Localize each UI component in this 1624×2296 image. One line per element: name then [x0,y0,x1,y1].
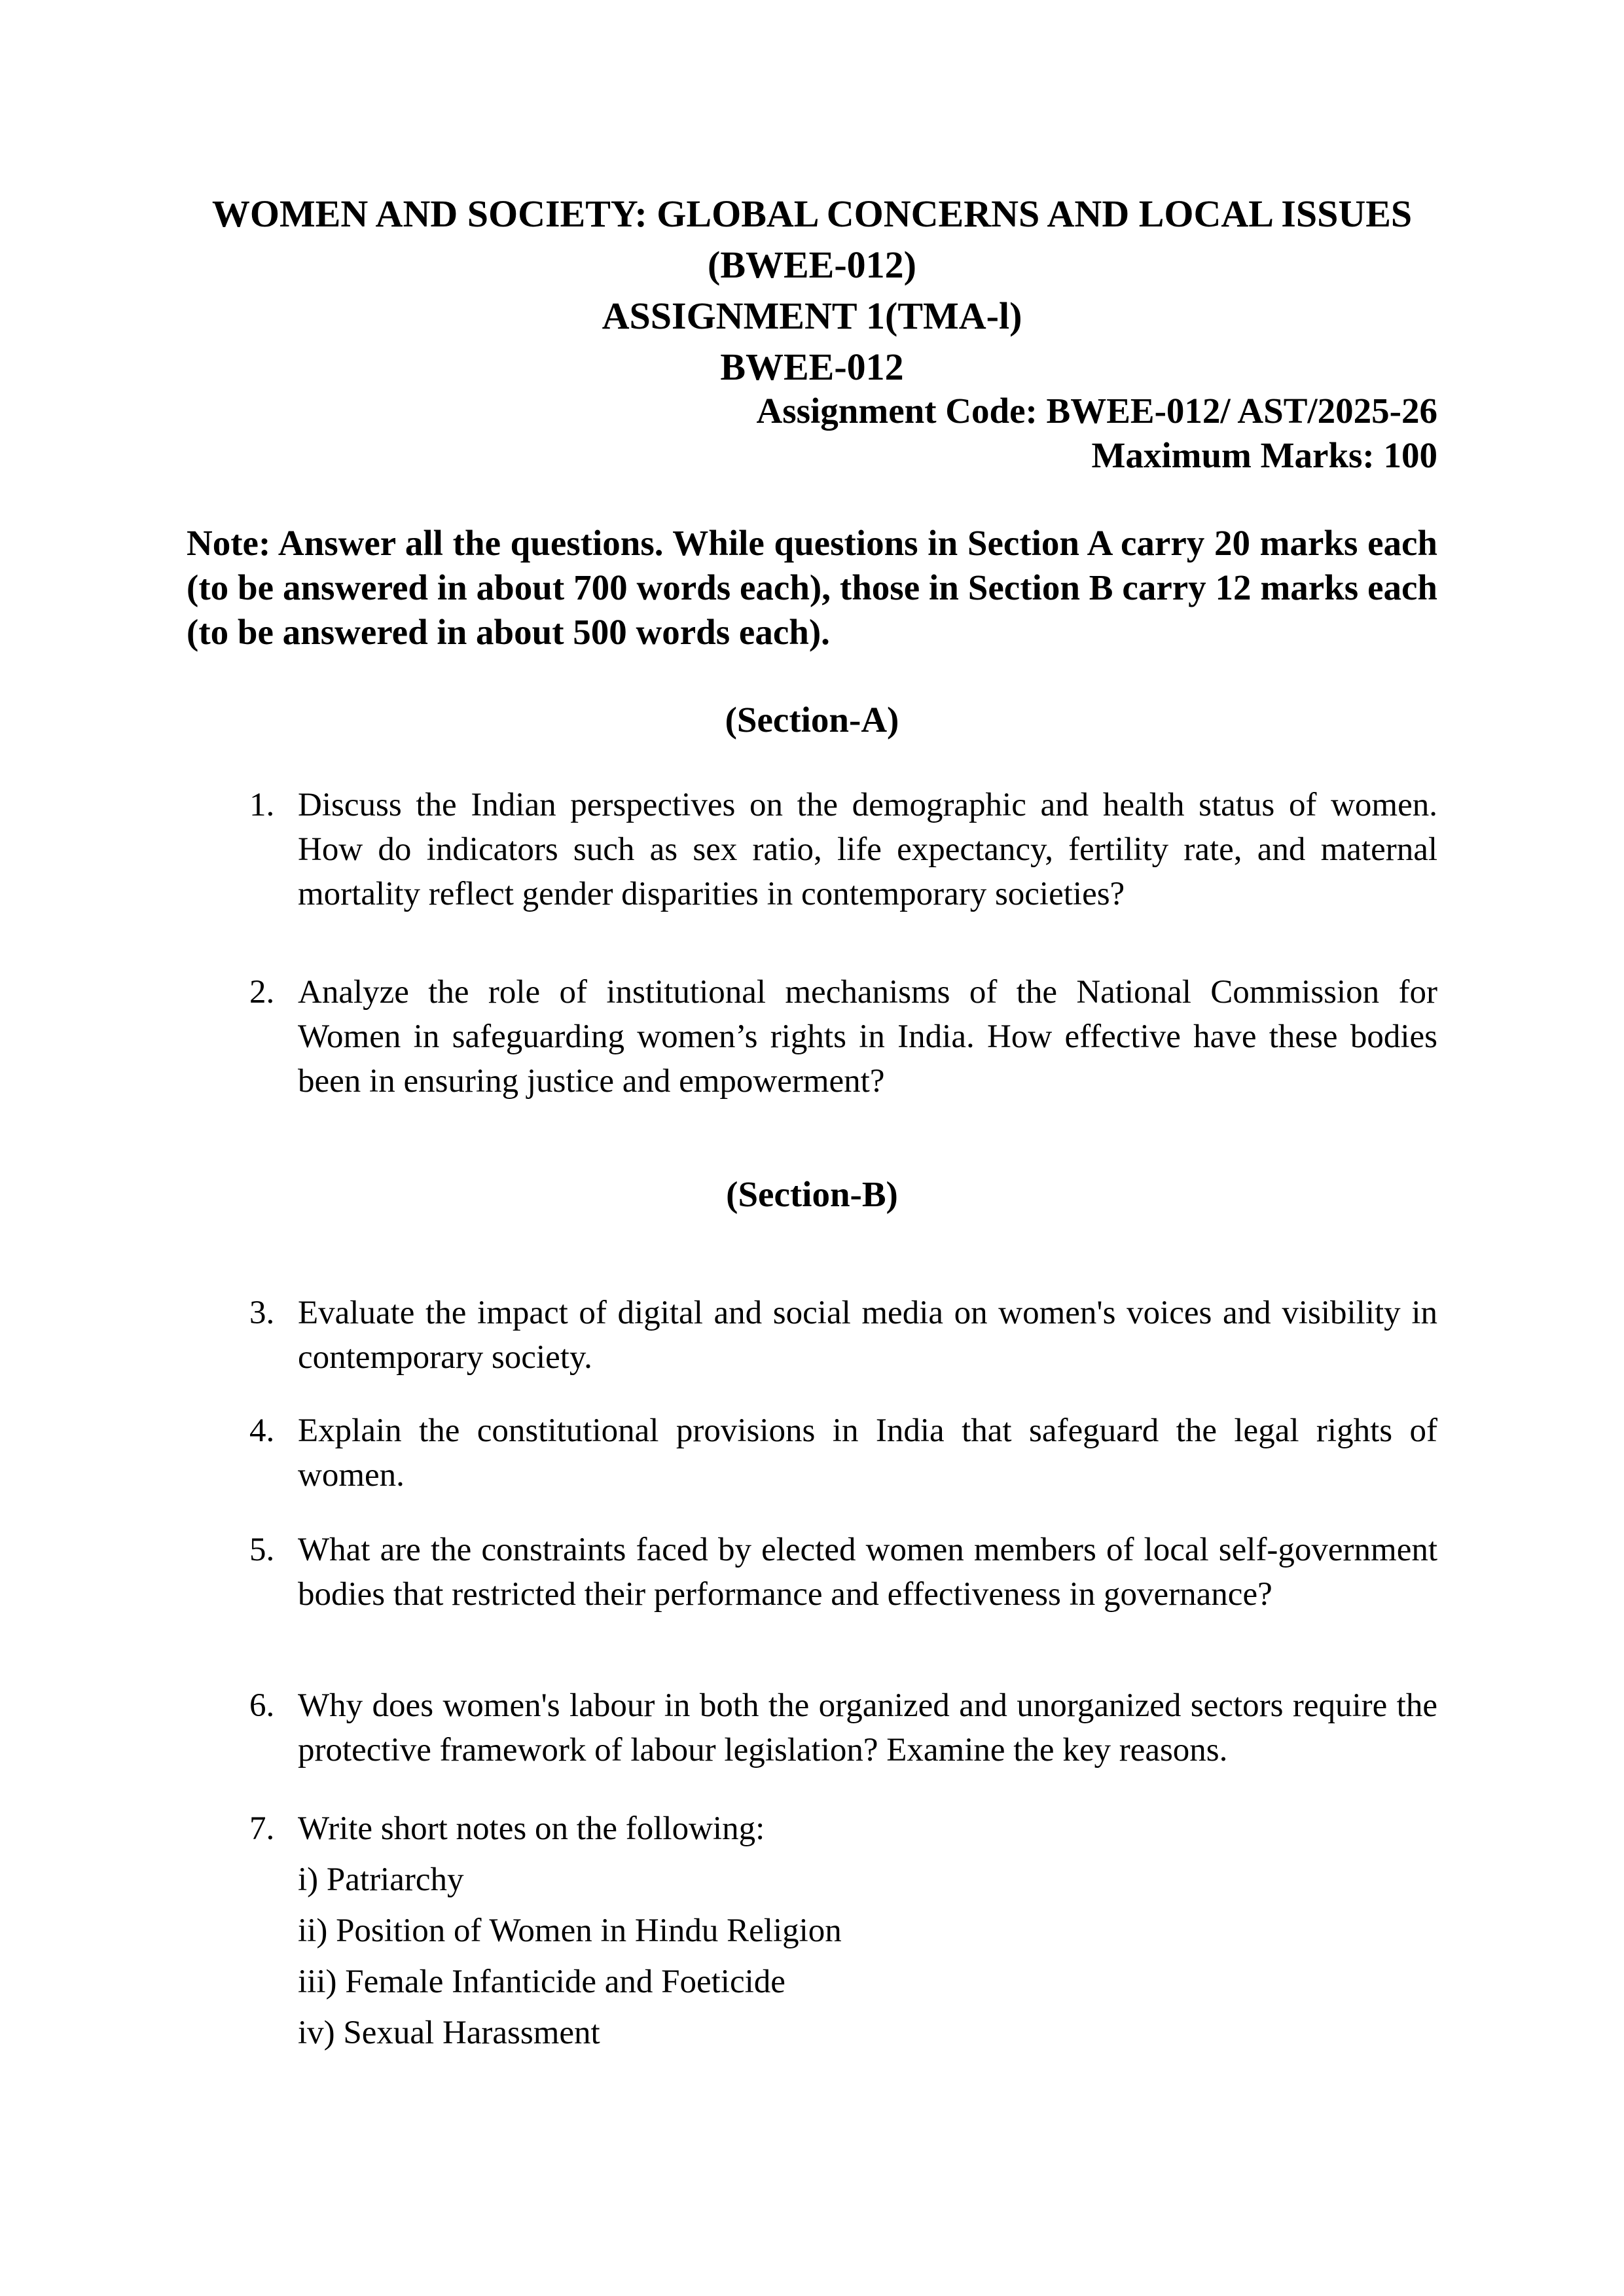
question-1 [187,783,1437,916]
maximum-marks: Maximum Marks: 100 [1091,435,1437,475]
assignment-code: Assignment Code: BWEE-012/ AST/2025-26 [756,391,1437,431]
title-line-3: BWEE-012 [720,346,904,388]
question-4-number: 4. [249,1412,275,1449]
section-a-heading: (Section-A) [725,700,899,740]
question-1-text: Discuss the Indian perspectives on the demographic and health status of women. How do indicators such as sex ratio, life expectancy, fertility rate, and maternal mortality reflect gender disparities in contemporary societies? [298,787,1437,912]
question-2 [187,970,1437,1103]
question-7-subitem-iii: iii) Female Infanticide and Foeticide [298,1964,785,2000]
question-3-text: Evaluate the impact of digital and social media on women's voices and visibility in contemporary society. [298,1295,1437,1376]
question-4-text: Explain the constitutional provisions in India that safeguard the legal rights of women. [298,1412,1437,1494]
question-7-block [298,1803,1437,2058]
question-4 [187,1408,1437,1498]
question-2-text: Analyze the role of institutional mechanisms of the National Commission for Women in safeguarding women’s rights in India. How effective have these bodies been in ensuring justice and empowerment? [298,974,1437,1100]
question-5 [187,1528,1437,1617]
question-2-number: 2. [249,974,275,1011]
title-line-1: WOMEN AND SOCIETY: GLOBAL CONCERNS AND LOCAL ISSUES (BWEE-012) [211,192,1413,286]
note-paragraph: Note: Answer all the questions. While questions in Section A carry 20 marks each (to be answered in about 700 words each), those in Section B carry 12 marks each (to be answered in about 500 words each). [187,523,1437,652]
question-3-number: 3. [249,1295,275,1331]
question-7 [187,1803,1437,2058]
question-7-subitem-iv: iv) Sexual Harassment [298,2015,600,2051]
question-5-text: What are the constraints faced by elected women members of local self-government bodies that restricted their performance and effectiveness in governance? [298,1532,1437,1613]
question-5-number: 5. [249,1532,275,1568]
question-7-number: 7. [249,1810,275,1847]
question-3 [187,1291,1437,1380]
question-6-text: Why does women's labour in both the organized and unorganized sectors require the protective framework of labour legislation? Examine the key reasons. [298,1687,1437,1768]
section-b-heading: (Section-B) [726,1174,898,1214]
question-1-number: 1. [249,787,275,823]
title-line-2: ASSIGNMENT 1(TMA-l) [602,295,1022,337]
document-title [187,188,1437,393]
assignment-meta [187,389,1437,478]
question-6-number: 6. [249,1687,275,1724]
question-7-subitem-i: i) Patriarchy [298,1861,464,1898]
question-7-subitem-ii: ii) Position of Women in Hindu Religion [298,1912,842,1949]
question-7-text: Write short notes on the following: [298,1810,765,1847]
question-6 [187,1683,1437,1772]
